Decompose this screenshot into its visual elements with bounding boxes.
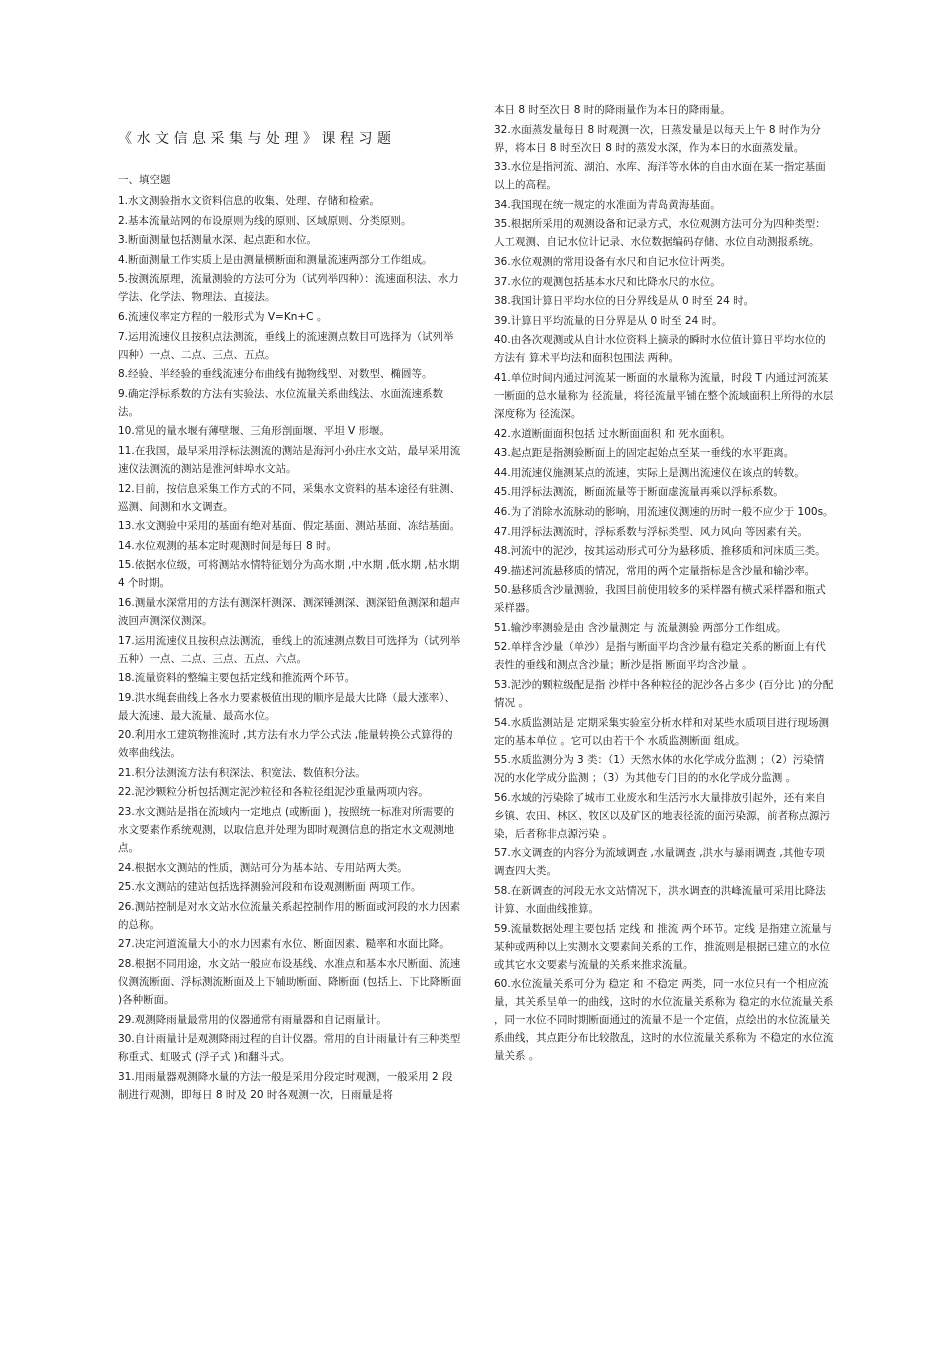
section-heading: 一、填空题 [118, 174, 171, 186]
question-item: 12.目前，按信息采集工作方式的不同，采集水文资料的基本途径有驻测、巡测、间测和水文调查。 [118, 482, 461, 513]
question-item: 43.起点距是指测验断面上的固定起始点至某一垂线的水平距离。 [494, 447, 795, 460]
left-question-list [118, 192, 463, 1104]
question-item: 47.用浮标法测流时，浮标系数与浮标类型、风力风向 等因素有关。 [494, 525, 809, 538]
question-item: 23.水文测站是指在流域内一定地点 (或断面 )，按照统一标准对所需要的水文要素作系统观测，以取信息并处理为即时观测信息的指定水文观测地点。 [118, 806, 455, 855]
question-item: 41.单位时间内通过河流某一断面的水量称为流量，时段 T 内通过河流某一断面的总水量称为 径流量，将径流量平铺在整个流域面积上所得的水层深度称为 径流深。 [494, 371, 834, 420]
question-item: 17.运用流速仪且按积点法测流，垂线上的流速测点数目可选择为（试列举五种）一点、二点、三点、五点、六点。 [118, 634, 461, 665]
question-item: 13.水文测验中采用的基面有绝对基面、假定基面、测站基面、冻结基面。 [118, 520, 461, 533]
question-item: 31.用雨量器观测降水量的方法一般是采用分段定时观测，一般采用 2 段制进行观测，即每日 8 时及 20 时各观测一次，日雨量是将 [118, 1070, 453, 1101]
question-item: 34.我国现在统一规定的水准面为青岛黄海基面。 [494, 198, 721, 211]
question-item: 48.河流中的泥沙，按其运动形式可分为悬移质、推移质和河床质三类。 [494, 545, 826, 558]
question-item: 15.依据水位级，可将测站水情特征划分为高水期 ,中水期 ,低水期 ,枯水期 4 个时期。 [118, 559, 460, 590]
question-item: 35.根据所采用的观测设备和记录方式，水位观测方法可分为四种类型：人工观测、自记水位计记录、水位数据编码存储、水位自动测报系统。 [494, 218, 826, 249]
question-item: 19.洪水绳套曲线上各水力要素极值出现的顺序是最大比降（最大涨率）、最大流速、最大流量、最高水位。 [118, 691, 455, 722]
question-item: 本日 8 时至次日 8 时的降雨量作为本日的降雨量。 [494, 104, 731, 116]
question-item: 29.观测降雨量最常用的仪器通常有雨量器和自记雨量计。 [118, 1013, 387, 1026]
question-item: 10.常见的量水堰有薄壁堰、三角形剖面堰、平坦 V 形堰。 [118, 425, 391, 438]
question-item: 59.流量数据处理主要包括 定线 和 推流 两个环节。定线 是指建立流量与某种或两种以上实测水文要素间关系的工作，推流则是根据已建立的水位或其它水文要素与流量的关系来推求流量。 [494, 922, 832, 971]
question-item: 58.在新调查的河段无水文站情况下，洪水调查的洪峰流量可采用比降法计算、水面曲线推算。 [494, 885, 826, 916]
question-item: 53.泥沙的颗粒级配是指 沙样中各种粒径的泥沙各占多少 (百分比 )的分配情况 。 [494, 679, 834, 710]
question-item: 14.水位观测的基本定时观测时间是每日 8 时。 [118, 539, 338, 552]
question-item: 20.利用水工建筑物推流时 ,其方法有水力学公式法 ,能量转换公式算得的效率曲线法。 [118, 729, 453, 760]
question-item: 1.水文测验指水文资料信息的收集、处理、存储和检索。 [118, 195, 381, 207]
question-item: 49.描述河流悬移质的情况，常用的两个定量指标是含沙量和输沙率。 [494, 564, 816, 577]
question-item: 7.运用流速仪且按积点法测流，垂线上的流速测点数目可选择为（试列举四种）一点、二点、三点、五点。 [118, 330, 454, 361]
question-item: 3.断面测量包括测量水深、起点距和水位。 [118, 234, 318, 247]
question-item: 51.输沙率测验是由 含沙量测定 与 流量测验 两部分工作组成。 [494, 621, 787, 634]
question-item: 54.水质监测站是 定期采集实验室分析水样和对某些水质项目进行现场测定的基本单位 。它可以由若干个 水质监测断面 组成。 [494, 716, 830, 747]
right-question-list [494, 101, 834, 1065]
right-column [494, 101, 834, 1067]
question-item: 9.确定浮标系数的方法有实验法、水位流量关系曲线法、水面流速系数法。 [118, 387, 444, 418]
question-item: 22.泥沙颗粒分析包括测定泥沙粒径和各粒径组泥沙重量两项内容。 [118, 786, 429, 799]
question-item: 55.水质监测分为 3 类：（1）天然水体的水化学成分监测 ；（2）污染情况的水化学成分监测 ；（3）为其他专门目的的水化学成分监测 。 [494, 754, 825, 785]
question-item: 6.流速仪率定方程的一般形式为 V=Kn+C 。 [118, 310, 328, 323]
question-item: 37.水位的观测包括基本水尺和比降水尺的水位。 [494, 275, 721, 288]
question-item: 26.测站控制是对水文站水位流量关系起控制作用的断面或河段的水力因素的总称。 [118, 900, 461, 931]
question-item: 5.按测流原理，流量测验的方法可分为（试列举四种）：流速面积法、水力学法、化学法、物理法、直接法。 [118, 273, 459, 304]
question-item: 28.根据不同用途，水文站一般应布设基线、水准点和基本水尺断面、流速仪测流断面、浮标测流断面及上下辅助断面、降断面 (包括上、下比降断面 )各种断面。 [118, 958, 462, 1007]
question-item: 40.由各次观测或从自计水位资料上摘录的瞬时水位值计算日平均水位的方法有 算术平均法和面积包围法 两种。 [494, 334, 826, 365]
question-item: 42.水道断面面积包括 过水断面面积 和 死水面积。 [494, 427, 731, 440]
question-item: 25.水文测站的建站包括选择测验河段和布设观测断面 两项工作。 [118, 881, 422, 894]
question-item: 30.自计雨量计是观测降雨过程的自计仪器。常用的自计雨量计有三种类型称重式、虹吸式 (浮子式 )和翻斗式。 [118, 1033, 461, 1064]
question-item: 27.决定河道流量大小的水力因素有水位、断面因素、糙率和水面比降。 [118, 938, 450, 951]
question-item: 60.水位流量关系可分为 稳定 和 不稳定 两类，同一水位只有一个相应流量，其关系呈单一的曲线，这时的水位流量关系称为 稳定的水位流量关系 ，同一水位不同时期断面通过的流量不是一个定值，点绘出的水位流量关系曲线，其点距分布比较散乱，这时的水位流量关系称为 不稳定的水位流量关系 。 [494, 978, 834, 1063]
question-item: 2.基本流量站网的布设原则为线的原则、区域原则、分类原则。 [118, 214, 412, 227]
question-item: 57.水文调查的内容分为流域调查 ,水量调查 ,洪水与暴雨调查 ,其他专项调查四大类。 [494, 847, 825, 878]
question-item: 21.积分法测流方法有积深法、积宽法、数值积分法。 [118, 766, 366, 779]
question-item: 46.为了消除水流脉动的影响，用流速仪测速的历时一般不应少于 100s。 [494, 505, 834, 518]
question-item: 45.用浮标法测流，断面流量等于断面虚流量再乘以浮标系数。 [494, 486, 784, 499]
question-item: 16.测量水深常用的方法有测深杆测深、测深锤测深、测深铅鱼测深和超声波回声测深仪测深。 [118, 596, 461, 627]
question-item: 36.水位观测的常用设备有水尺和自记水位计两类。 [494, 255, 732, 268]
document-title: 《水文信息采集与处理》课程习题 [118, 131, 396, 147]
question-item: 52.单样含沙量（单沙）是指与断面平均含沙量有稳定关系的断面上有代表性的垂线和测点含沙量；断沙是指 断面平均含沙量 。 [494, 641, 826, 672]
question-item: 32.水面蒸发量每日 8 时观测一次，日蒸发量是以每天上午 8 时作为分界，将本日 8 时至次日 8 时的蒸发水深，作为本日的水面蒸发量。 [494, 123, 821, 154]
question-item: 18.流量资料的整编主要包括定线和推流两个环节。 [118, 672, 356, 685]
question-item: 56.水域的污染除了城市工业废水和生活污水大量排放引起外，还有来自乡镇、农田、林区、牧区以及矿区的地表径流的面污染源，前者称点源污染，后者称非点源污染 。 [494, 791, 830, 840]
question-item: 33.水位是指河流、湖泊、水库、海洋等水体的自由水面在某一指定基面以上的高程。 [494, 161, 826, 192]
question-item: 4.断面测量工作实质上是由测量横断面和测量流速两部分工作组成。 [118, 253, 433, 266]
left-column [118, 128, 463, 1105]
question-item: 39.计算日平均流量的日分界是从 0 时至 24 时。 [494, 314, 723, 327]
question-item: 8.经验、半经验的垂线流速分布曲线有抛物线型、对数型、椭圆等。 [118, 368, 433, 381]
question-item: 24.根据水文测站的性质，测站可分为基本站、专用站两大类。 [118, 861, 408, 874]
question-item: 44.用流速仪施测某点的流速，实际上是测出流速仪在该点的转数。 [494, 466, 805, 479]
question-item: 11.在我国，最早采用浮标法测流的测站是海河小孙庄水文站，最早采用流速仪法测流的测站是淮河蚌埠水文站。 [118, 444, 461, 475]
question-item: 38.我国计算日平均水位的日分界线是从 0 时至 24 时。 [494, 295, 755, 308]
question-item: 50.悬移质含沙量测验，我国目前使用较多的采样器有横式采样器和瓶式采样器。 [494, 584, 826, 615]
